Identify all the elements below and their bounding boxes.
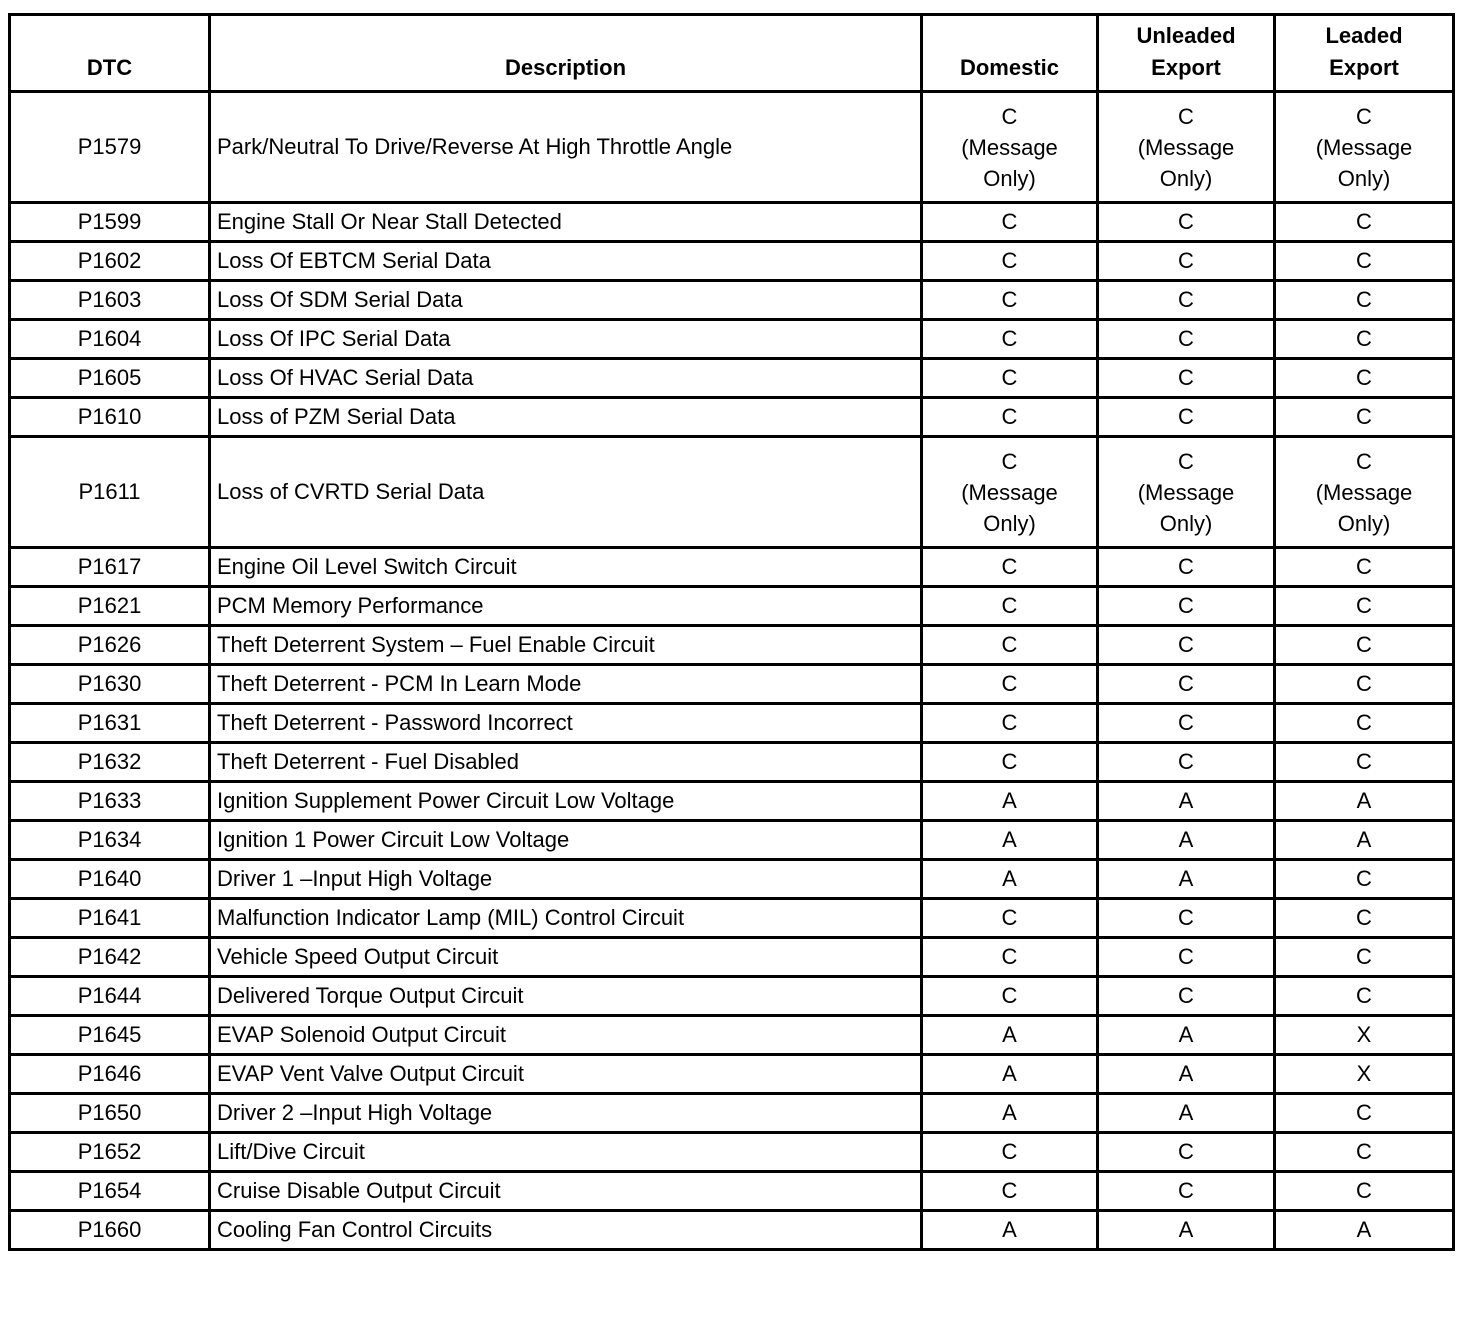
leaded-export-type: C [1275,320,1454,359]
leaded-export-type: C [1275,359,1454,398]
domestic-type: A [922,860,1098,899]
type-value: C [1001,103,1018,129]
dtc-description: Loss Of HVAC Serial Data [210,359,922,398]
header-unleaded-export [1098,15,1275,92]
unleaded-export-type: C [1098,1133,1275,1172]
leaded-export-type: C [1275,548,1454,587]
leaded-export-type [1275,437,1454,548]
dtc-description: Delivered Torque Output Circuit [210,977,922,1016]
domestic-type: C [922,203,1098,242]
table-row [10,1055,1454,1094]
table-row [10,899,1454,938]
dtc-code: P1646 [10,1055,210,1094]
domestic-type: A [922,1211,1098,1250]
dtc-code: P1603 [10,281,210,320]
message-only-line1: (Message [1315,479,1413,505]
message-only-line1: (Message [1137,134,1235,160]
message-only-line1: (Message [1137,479,1235,505]
table-row [10,704,1454,743]
unleaded-export-type: A [1098,821,1275,860]
dtc-description: Lift/Dive Circuit [210,1133,922,1172]
leaded-export-type: A [1275,1211,1454,1250]
leaded-export-type: C [1275,1172,1454,1211]
table-row [10,398,1454,437]
leaded-export-type: C [1275,665,1454,704]
dtc-code: P1640 [10,860,210,899]
table-row [10,626,1454,665]
unleaded-export-type: C [1098,587,1275,626]
domestic-type: C [922,704,1098,743]
table-body [10,92,1454,1250]
dtc-description: Theft Deterrent - Password Incorrect [210,704,922,743]
domestic-type: C [922,938,1098,977]
leaded-export-type: C [1275,743,1454,782]
table-row [10,1094,1454,1133]
leaded-export-type: C [1275,938,1454,977]
unleaded-export-type: C [1098,977,1275,1016]
table-row [10,359,1454,398]
unleaded-export-type: A [1098,1016,1275,1055]
header-row [10,15,1454,92]
unleaded-export-type: C [1098,1172,1275,1211]
leaded-export-type: C [1275,626,1454,665]
unleaded-export-type: C [1098,242,1275,281]
message-only-line2: Only) [1159,510,1213,536]
type-value: C [1178,103,1194,129]
leaded-export-type: C [1275,1094,1454,1133]
leaded-export-type: C [1275,242,1454,281]
leaded-export-type: C [1275,704,1454,743]
leaded-export-type: C [1275,587,1454,626]
unleaded-export-type: C [1098,320,1275,359]
header-domestic: Domestic [922,15,1098,92]
message-only-line2: Only) [983,165,1036,191]
unleaded-export-type [1098,92,1275,203]
dtc-description: Ignition 1 Power Circuit Low Voltage [210,821,922,860]
header-leaded-line1: Leaded [1325,23,1403,48]
unleaded-export-type [1098,437,1275,548]
domestic-type: C [922,281,1098,320]
table-row [10,92,1454,203]
table-row [10,665,1454,704]
dtc-code: P1654 [10,1172,210,1211]
dtc-description: Engine Stall Or Near Stall Detected [210,203,922,242]
unleaded-export-type: A [1098,782,1275,821]
domestic-type: C [922,977,1098,1016]
dtc-code: P1652 [10,1133,210,1172]
table-row [10,743,1454,782]
table-row [10,548,1454,587]
unleaded-export-type: C [1098,743,1275,782]
message-only-line1: (Message [1315,134,1413,160]
domestic-type: A [922,1094,1098,1133]
leaded-export-type: C [1275,860,1454,899]
leaded-export-type: C [1275,899,1454,938]
leaded-export-type: A [1275,782,1454,821]
table-row [10,437,1454,548]
header-dtc: DTC [10,15,210,92]
unleaded-export-type: C [1098,398,1275,437]
leaded-export-type: C [1275,203,1454,242]
dtc-code: P1630 [10,665,210,704]
dtc-code: P1626 [10,626,210,665]
dtc-description: Loss Of IPC Serial Data [210,320,922,359]
table-row [10,1016,1454,1055]
table-row [10,1211,1454,1250]
table-row [10,203,1454,242]
domestic-type [922,92,1098,203]
message-only-line2: Only) [1337,165,1391,191]
table-row [10,587,1454,626]
dtc-code: P1631 [10,704,210,743]
unleaded-export-type: C [1098,281,1275,320]
table-row [10,242,1454,281]
dtc-description: Engine Oil Level Switch Circuit [210,548,922,587]
type-value: C [1001,448,1018,474]
domestic-type [922,437,1098,548]
dtc-description: Theft Deterrent - PCM In Learn Mode [210,665,922,704]
table-row [10,782,1454,821]
message-only-line2: Only) [1337,510,1391,536]
leaded-export-type [1275,92,1454,203]
table-row [10,320,1454,359]
dtc-code: P1645 [10,1016,210,1055]
domestic-type: C [922,665,1098,704]
unleaded-export-type: C [1098,938,1275,977]
dtc-code: P1617 [10,548,210,587]
leaded-export-type: C [1275,281,1454,320]
table-row [10,938,1454,977]
message-only-line1: (Message [961,134,1058,160]
dtc-description: EVAP Vent Valve Output Circuit [210,1055,922,1094]
dtc-description: Cooling Fan Control Circuits [210,1211,922,1250]
dtc-description: Loss of CVRTD Serial Data [210,437,922,548]
dtc-table [8,13,1455,1251]
dtc-description: Loss Of SDM Serial Data [210,281,922,320]
dtc-description: EVAP Solenoid Output Circuit [210,1016,922,1055]
dtc-code: P1632 [10,743,210,782]
dtc-description: Theft Deterrent - Fuel Disabled [210,743,922,782]
message-only-line1: (Message [961,479,1058,505]
header-unleaded-line2: Export [1151,55,1221,80]
unleaded-export-type: A [1098,1211,1275,1250]
dtc-description: Loss of PZM Serial Data [210,398,922,437]
unleaded-export-type: C [1098,359,1275,398]
unleaded-export-type: C [1098,548,1275,587]
dtc-code: P1604 [10,320,210,359]
domestic-type: C [922,1133,1098,1172]
header-description: Description [210,15,922,92]
dtc-description: Theft Deterrent System – Fuel Enable Circuit [210,626,922,665]
unleaded-export-type: A [1098,860,1275,899]
domestic-type: C [922,587,1098,626]
domestic-type: C [922,398,1098,437]
message-only-line2: Only) [983,510,1036,536]
type-value: C [1356,103,1372,129]
dtc-code: P1650 [10,1094,210,1133]
dtc-code: P1660 [10,1211,210,1250]
domestic-type: C [922,626,1098,665]
domestic-type: C [922,899,1098,938]
header-unleaded-line1: Unleaded [1136,23,1236,48]
dtc-code: P1599 [10,203,210,242]
dtc-description: Cruise Disable Output Circuit [210,1172,922,1211]
leaded-export-type: X [1275,1055,1454,1094]
dtc-code: P1634 [10,821,210,860]
leaded-export-type: C [1275,398,1454,437]
unleaded-export-type: C [1098,203,1275,242]
domestic-type: C [922,359,1098,398]
domestic-type: C [922,548,1098,587]
table-row [10,1133,1454,1172]
dtc-code: P1642 [10,938,210,977]
dtc-description: Ignition Supplement Power Circuit Low Voltage [210,782,922,821]
domestic-type: A [922,1055,1098,1094]
leaded-export-type: A [1275,821,1454,860]
table-row [10,977,1454,1016]
unleaded-export-type: C [1098,626,1275,665]
table-row [10,1172,1454,1211]
domestic-type: A [922,821,1098,860]
dtc-description: Driver 1 –Input High Voltage [210,860,922,899]
unleaded-export-type: C [1098,665,1275,704]
dtc-description: Malfunction Indicator Lamp (MIL) Control Circuit [210,899,922,938]
table-row [10,860,1454,899]
unleaded-export-type: A [1098,1094,1275,1133]
dtc-description: Loss Of EBTCM Serial Data [210,242,922,281]
dtc-code: P1644 [10,977,210,1016]
table-row [10,281,1454,320]
dtc-code: P1641 [10,899,210,938]
domestic-type: C [922,743,1098,782]
header-leaded-line2: Export [1329,55,1399,80]
leaded-export-type: X [1275,1016,1454,1055]
dtc-code: P1633 [10,782,210,821]
dtc-code: P1579 [10,92,210,203]
domestic-type: A [922,782,1098,821]
dtc-code: P1621 [10,587,210,626]
leaded-export-type: C [1275,977,1454,1016]
header-leaded-export [1275,15,1454,92]
unleaded-export-type: C [1098,704,1275,743]
dtc-code: P1611 [10,437,210,548]
unleaded-export-type: C [1098,899,1275,938]
domestic-type: C [922,320,1098,359]
domestic-type: C [922,242,1098,281]
domestic-type: A [922,1016,1098,1055]
domestic-type: C [922,1172,1098,1211]
type-value: C [1178,448,1194,474]
leaded-export-type: C [1275,1133,1454,1172]
dtc-description: Vehicle Speed Output Circuit [210,938,922,977]
dtc-description: Driver 2 –Input High Voltage [210,1094,922,1133]
dtc-description: Park/Neutral To Drive/Reverse At High Throttle Angle [210,92,922,203]
dtc-code: P1602 [10,242,210,281]
dtc-description: PCM Memory Performance [210,587,922,626]
type-value: C [1356,448,1372,474]
unleaded-export-type: A [1098,1055,1275,1094]
message-only-line2: Only) [1159,165,1213,191]
dtc-code: P1610 [10,398,210,437]
dtc-code: P1605 [10,359,210,398]
table-row [10,821,1454,860]
